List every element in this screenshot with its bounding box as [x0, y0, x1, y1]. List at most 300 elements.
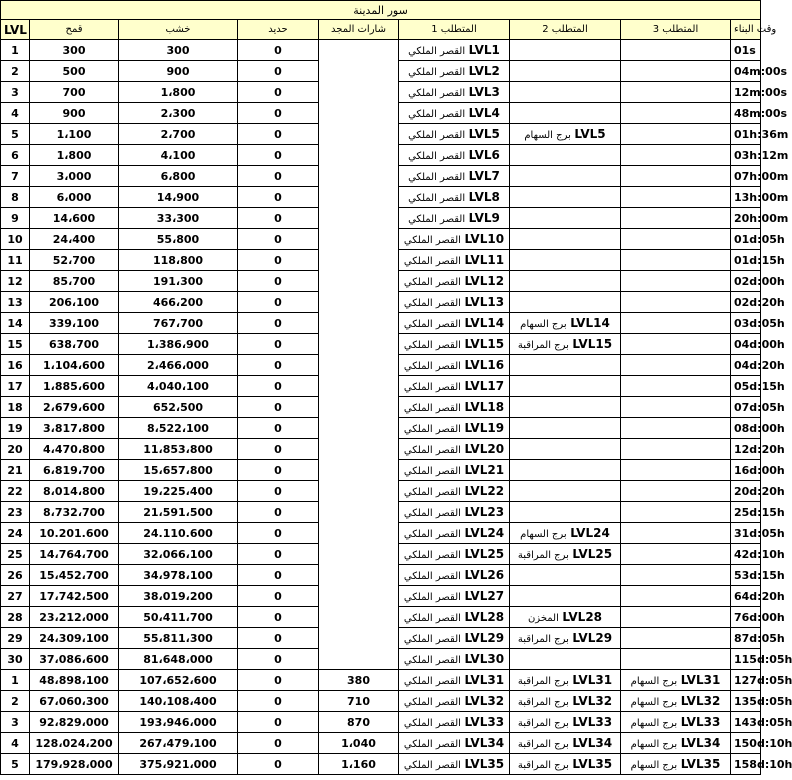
requirement-1-cell [399, 145, 510, 166]
requirement-level: LVL19 [464, 421, 505, 435]
requirement-building: القصر الملكي [403, 634, 461, 645]
wheat-cell: 128،024،200 [30, 733, 119, 754]
table-row [1, 649, 761, 670]
requirement-3-cell [621, 586, 731, 607]
badges-cell [319, 544, 399, 565]
badges-cell [319, 145, 399, 166]
header-requirement-2: المتطلب 2 [510, 20, 621, 40]
requirement-2-cell [510, 733, 621, 754]
requirement-3-cell [621, 103, 731, 124]
badges-cell [319, 103, 399, 124]
build-time-cell: 04d:00h [731, 334, 761, 355]
requirement-building: برج المراقبة [517, 634, 569, 645]
wheat-cell: 23،212،000 [30, 607, 119, 628]
requirement-building: القصر الملكي [403, 445, 461, 456]
level-cell: 2 [1, 61, 30, 82]
level-cell: 28 [1, 607, 30, 628]
requirement-level: LVL31 [680, 673, 721, 687]
requirement-building: القصر الملكي [403, 697, 461, 708]
level-cell: 27 [1, 586, 30, 607]
requirement-1-cell [399, 649, 510, 670]
wood-cell: 2،466،000 [119, 355, 238, 376]
level-cell: 18 [1, 397, 30, 418]
requirement-3-cell [621, 334, 731, 355]
wheat-cell: 179،928،000 [30, 754, 119, 775]
requirement-building: برج السهام [520, 319, 567, 330]
level-cell: 3 [1, 712, 30, 733]
requirement-3-cell [621, 649, 731, 670]
requirement-building: القصر الملكي [403, 613, 461, 624]
build-time-cell: 150d:10h [731, 733, 761, 754]
requirement-level: LVL27 [464, 589, 505, 603]
requirement-2-cell [510, 124, 621, 145]
requirement-1-cell [399, 754, 510, 775]
table-row [1, 670, 761, 691]
level-cell: 22 [1, 481, 30, 502]
requirement-3-cell [621, 61, 731, 82]
requirement-3-cell [621, 250, 731, 271]
table-row [1, 754, 761, 775]
iron-cell: 0 [238, 397, 319, 418]
requirement-2-cell [510, 250, 621, 271]
requirement-1-cell [399, 733, 510, 754]
requirement-3-cell [621, 208, 731, 229]
requirement-3-cell [621, 271, 731, 292]
badges-cell [319, 376, 399, 397]
iron-cell: 0 [238, 544, 319, 565]
wheat-cell: 17،742،500 [30, 586, 119, 607]
requirement-2-cell [510, 376, 621, 397]
wheat-cell: 15،452،700 [30, 565, 119, 586]
wheat-cell: 10.201.600 [30, 523, 119, 544]
requirement-3-cell [621, 397, 731, 418]
badges-cell: 870 [319, 712, 399, 733]
table-row [1, 82, 761, 103]
table-row [1, 376, 761, 397]
build-time-cell: 42d:10h [731, 544, 761, 565]
requirement-2-cell [510, 502, 621, 523]
requirement-1-cell [399, 397, 510, 418]
level-cell: 17 [1, 376, 30, 397]
wheat-cell: 6،000 [30, 187, 119, 208]
build-time-cell: 12d:20h [731, 439, 761, 460]
requirement-building: برج السهام [524, 130, 571, 141]
badges-cell [319, 313, 399, 334]
requirement-level: LVL26 [464, 568, 505, 582]
build-time-cell: 135d:05h [731, 691, 761, 712]
wood-cell: 107،652،600 [119, 670, 238, 691]
requirement-2-cell [510, 712, 621, 733]
table-row [1, 61, 761, 82]
build-time-cell: 53d:15h [731, 565, 761, 586]
requirement-1-cell [399, 523, 510, 544]
requirement-3-cell [621, 628, 731, 649]
badges-cell [319, 649, 399, 670]
iron-cell: 0 [238, 166, 319, 187]
table-row [1, 40, 761, 61]
header-build-time: وقت البناء [731, 20, 761, 40]
table-row [1, 166, 761, 187]
wood-cell: 24.110.600 [119, 523, 238, 544]
iron-cell: 0 [238, 82, 319, 103]
wheat-cell: 1،885،600 [30, 376, 119, 397]
requirement-3-cell [621, 754, 731, 775]
wood-cell: 140،108،400 [119, 691, 238, 712]
requirement-1-cell [399, 376, 510, 397]
requirement-building: القصر الملكي [408, 88, 466, 99]
wheat-cell: 1،100 [30, 124, 119, 145]
requirement-1-cell [399, 586, 510, 607]
requirement-2-cell [510, 145, 621, 166]
build-time-cell: 08d:00h [731, 418, 761, 439]
requirement-2-cell [510, 628, 621, 649]
wood-cell: 34،978،100 [119, 565, 238, 586]
requirement-building: القصر الملكي [403, 718, 461, 729]
wheat-cell: 3،817،800 [30, 418, 119, 439]
requirement-building: القصر الملكي [408, 172, 466, 183]
requirement-2-cell [510, 544, 621, 565]
build-time-cell: 20d:20h [731, 481, 761, 502]
wood-cell: 4،100 [119, 145, 238, 166]
badges-cell [319, 481, 399, 502]
wood-cell: 2،300 [119, 103, 238, 124]
requirement-building: القصر الملكي [403, 676, 461, 687]
requirement-building: القصر الملكي [403, 277, 461, 288]
wheat-cell: 700 [30, 82, 119, 103]
requirement-1-cell [399, 565, 510, 586]
requirement-building: برج المراقبة [517, 697, 569, 708]
requirement-level: LVL31 [572, 673, 613, 687]
level-cell: 7 [1, 166, 30, 187]
requirement-building: القصر الملكي [403, 298, 461, 309]
requirement-1-cell [399, 460, 510, 481]
requirement-level: LVL24 [464, 526, 505, 540]
requirement-building: المخزن [527, 613, 559, 624]
requirement-level: LVL24 [570, 526, 610, 540]
iron-cell: 0 [238, 712, 319, 733]
requirement-building: القصر الملكي [403, 340, 461, 351]
requirement-level: LVL4 [468, 106, 500, 120]
requirement-3-cell [621, 712, 731, 733]
requirement-level: LVL35 [464, 757, 505, 771]
requirement-level: LVL35 [680, 757, 721, 771]
requirement-level: LVL14 [464, 316, 505, 330]
iron-cell: 0 [238, 523, 319, 544]
build-time-cell: 16d:00h [731, 460, 761, 481]
table-row [1, 460, 761, 481]
requirement-level: LVL5 [468, 127, 500, 141]
wood-cell: 267،479،100 [119, 733, 238, 754]
requirement-2-cell [510, 271, 621, 292]
level-cell: 10 [1, 229, 30, 250]
requirement-level: LVL35 [572, 757, 613, 771]
badges-cell [319, 187, 399, 208]
requirement-level: LVL15 [572, 337, 613, 351]
page-title: سور المدينة [1, 1, 761, 20]
build-time-cell: 01h:36m [731, 124, 761, 145]
requirement-2-cell [510, 565, 621, 586]
requirement-2-cell [510, 649, 621, 670]
requirement-level: LVL25 [572, 547, 613, 561]
badges-cell [319, 418, 399, 439]
requirement-1-cell [399, 208, 510, 229]
wheat-cell: 206،100 [30, 292, 119, 313]
requirement-building: القصر الملكي [403, 508, 461, 519]
wood-cell: 11،853،800 [119, 439, 238, 460]
badges-cell [319, 229, 399, 250]
requirement-building: برج المراقبة [517, 550, 569, 561]
build-time-cell: 07h:00m [731, 166, 761, 187]
wood-cell: 4،040،100 [119, 376, 238, 397]
table-row [1, 586, 761, 607]
requirement-building: برج المراقبة [517, 760, 569, 771]
requirement-1-cell [399, 271, 510, 292]
wood-cell: 55،800 [119, 229, 238, 250]
requirement-building: القصر الملكي [408, 151, 466, 162]
build-time-cell: 03h:12m [731, 145, 761, 166]
requirement-level: LVL8 [468, 190, 500, 204]
requirement-level: LVL22 [464, 484, 505, 498]
iron-cell: 0 [238, 691, 319, 712]
level-cell: 16 [1, 355, 30, 376]
wheat-cell: 4،470،800 [30, 439, 119, 460]
wood-cell: 55،811،300 [119, 628, 238, 649]
level-cell: 26 [1, 565, 30, 586]
requirement-level: LVL30 [464, 652, 505, 666]
requirement-level: LVL7 [468, 169, 500, 183]
wood-cell: 1،800 [119, 82, 238, 103]
iron-cell: 0 [238, 670, 319, 691]
requirement-level: LVL12 [464, 274, 505, 288]
requirement-1-cell [399, 292, 510, 313]
requirement-building: برج السهام [630, 697, 678, 708]
requirement-3-cell [621, 166, 731, 187]
requirement-level: LVL34 [464, 736, 505, 750]
requirement-1-cell [399, 229, 510, 250]
requirement-1-cell [399, 334, 510, 355]
wheat-cell: 500 [30, 61, 119, 82]
build-time-cell: 03d:05h [731, 313, 761, 334]
header-iron: حديد [238, 20, 319, 40]
wheat-cell: 900 [30, 103, 119, 124]
wood-cell: 38،019،200 [119, 586, 238, 607]
level-cell: 29 [1, 628, 30, 649]
badges-cell [319, 61, 399, 82]
requirement-building: برج المراقبة [517, 676, 569, 687]
requirement-2-cell [510, 691, 621, 712]
wheat-cell: 67،060،300 [30, 691, 119, 712]
table-row [1, 397, 761, 418]
requirement-level: LVL13 [464, 295, 505, 309]
header-wheat: قمح [30, 20, 119, 40]
requirement-3-cell [621, 670, 731, 691]
requirement-building: برج المراقبة [517, 718, 569, 729]
requirement-2-cell [510, 523, 621, 544]
wood-cell: 375،921،000 [119, 754, 238, 775]
requirement-2-cell [510, 334, 621, 355]
requirement-building: القصر الملكي [403, 571, 461, 582]
requirement-3-cell [621, 691, 731, 712]
requirement-level: LVL3 [468, 85, 500, 99]
wheat-cell: 92،829،000 [30, 712, 119, 733]
requirement-3-cell [621, 523, 731, 544]
wood-cell: 81،648،000 [119, 649, 238, 670]
requirement-level: LVL28 [562, 610, 603, 624]
wheat-cell: 2،679،600 [30, 397, 119, 418]
requirement-level: LVL15 [464, 337, 505, 351]
wheat-cell: 24،309،100 [30, 628, 119, 649]
table-row [1, 628, 761, 649]
level-cell: 13 [1, 292, 30, 313]
requirement-1-cell [399, 481, 510, 502]
requirement-building: القصر الملكي [403, 529, 461, 540]
requirement-2-cell [510, 439, 621, 460]
build-time-cell: 48m:00s [731, 103, 761, 124]
build-time-cell: 25d:15h [731, 502, 761, 523]
iron-cell: 0 [238, 481, 319, 502]
build-time-cell: 01s [731, 40, 761, 61]
badges-cell: 1،160 [319, 754, 399, 775]
requirement-2-cell [510, 607, 621, 628]
iron-cell: 0 [238, 649, 319, 670]
iron-cell: 0 [238, 334, 319, 355]
wheat-cell: 6،819،700 [30, 460, 119, 481]
badges-cell [319, 250, 399, 271]
badges-cell [319, 628, 399, 649]
iron-cell: 0 [238, 40, 319, 61]
requirement-building: القصر الملكي [408, 67, 466, 78]
iron-cell: 0 [238, 61, 319, 82]
requirement-3-cell [621, 418, 731, 439]
requirement-building: القصر الملكي [408, 46, 466, 57]
requirement-3-cell [621, 439, 731, 460]
iron-cell: 0 [238, 565, 319, 586]
build-time-cell: 12m:00s [731, 82, 761, 103]
requirement-building: القصر الملكي [408, 193, 466, 204]
requirement-3-cell [621, 460, 731, 481]
build-time-cell: 05d:15h [731, 376, 761, 397]
iron-cell: 0 [238, 418, 319, 439]
requirement-building: القصر الملكي [403, 256, 461, 267]
table-row [1, 355, 761, 376]
requirement-level: LVL21 [464, 463, 505, 477]
iron-cell: 0 [238, 250, 319, 271]
wheat-cell: 14،764،700 [30, 544, 119, 565]
wheat-cell: 1،104،600 [30, 355, 119, 376]
iron-cell: 0 [238, 292, 319, 313]
requirement-level: LVL1 [468, 43, 500, 57]
build-time-cell: 127d:05h [731, 670, 761, 691]
table-row [1, 271, 761, 292]
requirement-1-cell [399, 355, 510, 376]
requirement-building: برج السهام [630, 739, 678, 750]
iron-cell: 0 [238, 208, 319, 229]
requirement-building: القصر الملكي [403, 655, 461, 666]
build-time-cell: 02d:00h [731, 271, 761, 292]
requirement-level: LVL32 [572, 694, 613, 708]
wood-cell: 14،900 [119, 187, 238, 208]
requirement-level: LVL32 [464, 694, 505, 708]
wheat-cell: 24،400 [30, 229, 119, 250]
requirement-building: القصر الملكي [408, 214, 466, 225]
requirement-2-cell [510, 460, 621, 481]
iron-cell: 0 [238, 313, 319, 334]
build-time-cell: 115d:05h [731, 649, 761, 670]
requirement-1-cell [399, 124, 510, 145]
level-cell: 5 [1, 124, 30, 145]
level-cell: 21 [1, 460, 30, 481]
requirement-level: LVL2 [468, 64, 500, 78]
level-cell: 14 [1, 313, 30, 334]
badges-cell [319, 334, 399, 355]
requirement-level: LVL28 [464, 610, 505, 624]
table-row [1, 565, 761, 586]
badges-cell [319, 124, 399, 145]
requirement-3-cell [621, 502, 731, 523]
requirement-level: LVL18 [464, 400, 505, 414]
wood-cell: 300 [119, 40, 238, 61]
wood-cell: 193،946،000 [119, 712, 238, 733]
build-time-cell: 01d:15h [731, 250, 761, 271]
wheat-cell: 48،898،100 [30, 670, 119, 691]
requirement-level: LVL33 [464, 715, 505, 729]
requirement-level: LVL20 [464, 442, 505, 456]
badges-cell: 710 [319, 691, 399, 712]
wood-cell: 2،700 [119, 124, 238, 145]
wheat-cell: 8،014،800 [30, 481, 119, 502]
level-cell: 19 [1, 418, 30, 439]
title-row [1, 1, 761, 20]
table-row [1, 418, 761, 439]
requirement-3-cell [621, 376, 731, 397]
requirement-3-cell [621, 481, 731, 502]
requirement-building: القصر الملكي [403, 424, 461, 435]
badges-cell [319, 271, 399, 292]
requirement-level: LVL11 [464, 253, 505, 267]
requirement-building: القصر الملكي [403, 403, 461, 414]
table-row [1, 691, 761, 712]
level-cell: 6 [1, 145, 30, 166]
requirement-level: LVL16 [464, 358, 505, 372]
wood-cell: 6،800 [119, 166, 238, 187]
wheat-cell: 1،800 [30, 145, 119, 166]
badges-cell [319, 439, 399, 460]
requirement-1-cell [399, 502, 510, 523]
requirement-3-cell [621, 292, 731, 313]
requirement-1-cell [399, 82, 510, 103]
requirement-3-cell [621, 40, 731, 61]
iron-cell: 0 [238, 229, 319, 250]
header-badges: شارات المجد [319, 20, 399, 40]
requirement-level: LVL31 [464, 673, 505, 687]
table-row [1, 544, 761, 565]
requirement-level: LVL6 [468, 148, 500, 162]
build-time-cell: 20h:00m [731, 208, 761, 229]
requirement-2-cell [510, 292, 621, 313]
requirement-1-cell [399, 40, 510, 61]
requirement-building: برج المراقبة [517, 739, 569, 750]
table-row [1, 502, 761, 523]
requirement-level: LVL10 [464, 232, 505, 246]
table-row [1, 124, 761, 145]
requirement-level: LVL14 [570, 316, 610, 330]
requirement-2-cell [510, 103, 621, 124]
badges-cell [319, 565, 399, 586]
badges-cell [319, 166, 399, 187]
requirement-building: برج السهام [630, 718, 678, 729]
requirement-1-cell [399, 103, 510, 124]
requirement-building: برج المراقبة [517, 340, 569, 351]
